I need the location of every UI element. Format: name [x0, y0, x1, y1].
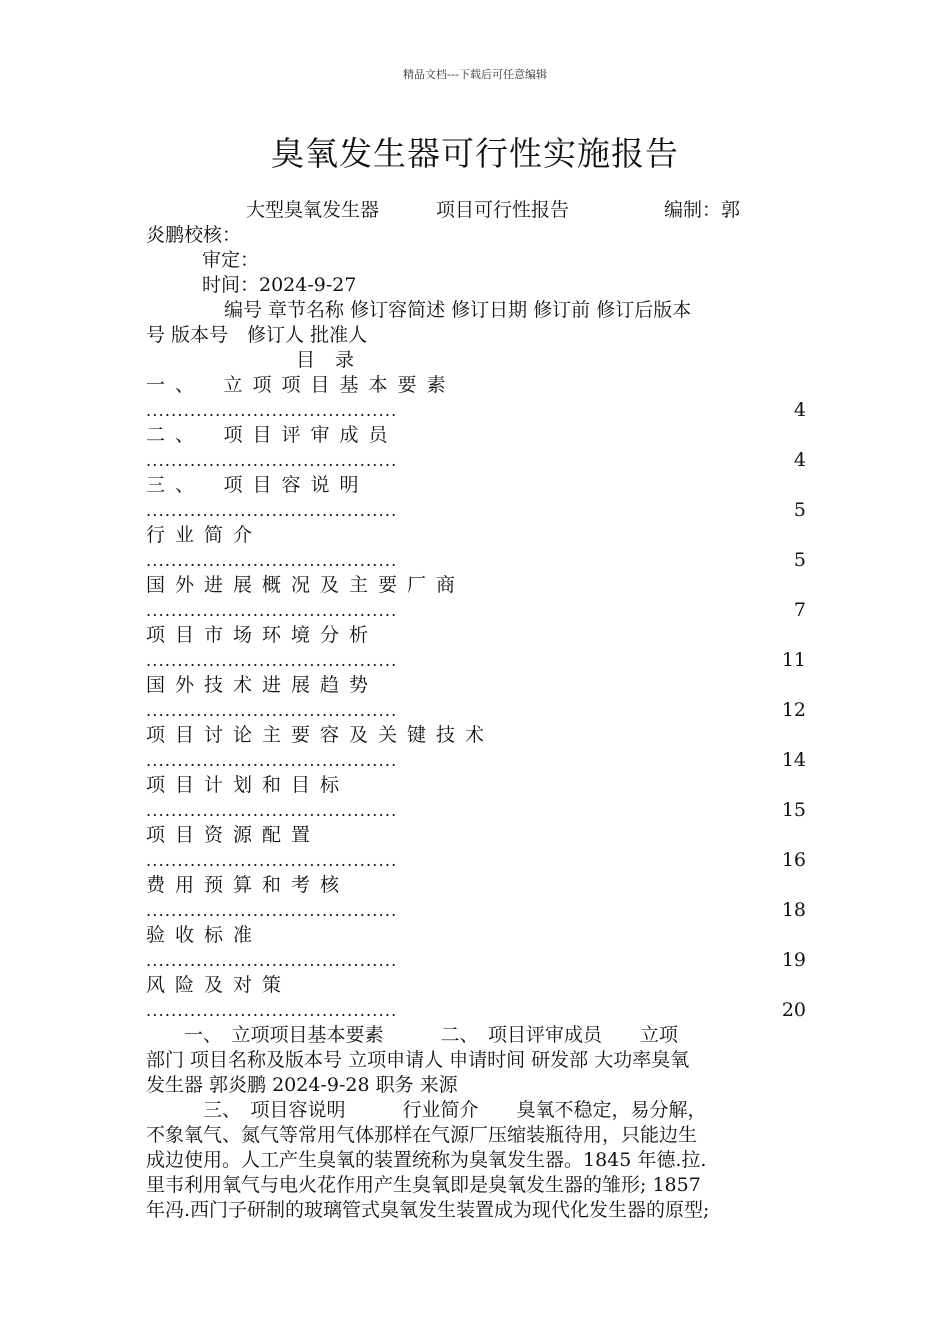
toc-entry[interactable] [146, 623, 806, 648]
section-3-line-2: 不象氧气、氮气等常用气体那样在气源厂压缩装瓶待用，只能边生 [146, 1124, 698, 1146]
table-of-contents [146, 348, 806, 1023]
toc-entry-title: 三、 项目容说明 [146, 474, 369, 496]
toc-page-number: 7 [793, 599, 806, 621]
section-1-line-1: 一、 立项项目基本要素 二、 项目评审成员 立项 [146, 1024, 679, 1046]
toc-entry[interactable] [146, 673, 806, 698]
toc-entry[interactable] [146, 873, 806, 898]
document-body [146, 198, 806, 1223]
toc-page-number: 12 [781, 699, 806, 721]
toc-dot-leader: ........................................ [146, 651, 398, 670]
toc-page-number: 4 [793, 449, 806, 471]
revision-table-header-cont: 号 版本号 修订人 批准人 [146, 324, 368, 346]
toc-entry-title: 国外技术进展趋势 [146, 674, 379, 696]
toc-dot-leader: ........................................ [146, 401, 398, 420]
toc-entry-title: 项目资源配置 [146, 824, 321, 846]
toc-dot-leader: ........................................ [146, 801, 398, 820]
toc-entry-title: 费用预算和考核 [146, 874, 350, 896]
meta-line-3: 审定： [202, 249, 260, 271]
toc-entry-title: 行业简介 [146, 524, 263, 546]
toc-dot-leader: ........................................ [146, 701, 398, 720]
toc-entry[interactable] [146, 573, 806, 598]
toc-page-number: 20 [781, 999, 806, 1021]
toc-entry-title: 一、 立项项目基本要素 [146, 374, 456, 396]
toc-entry[interactable] [146, 523, 806, 548]
meta-line-2: 炎鹏校核： [146, 224, 242, 246]
toc-entry-title: 验收标准 [146, 924, 263, 946]
section-3-line-4: 里韦利用氧气与电火花作用产生臭氧即是臭氧发生器的雏形; 1857 [146, 1174, 701, 1196]
meta-line-1: 大型臭氧发生器 项目可行性报告 编制：郭 [246, 199, 741, 221]
section-1-line-3: 发生器 郭炎鹏 2024-9-28 职务 来源 [146, 1074, 458, 1096]
toc-page-number: 5 [793, 549, 806, 571]
toc-page-number: 15 [781, 799, 806, 821]
toc-page-number: 16 [781, 849, 806, 871]
toc-page-number: 4 [793, 399, 806, 421]
toc-entry[interactable] [146, 823, 806, 848]
toc-dot-leader: ........................................ [146, 451, 398, 470]
toc-entry-title: 国外进展概况及主要厂商 [146, 574, 466, 596]
toc-dot-leader: ........................................ [146, 551, 398, 570]
toc-entry[interactable] [146, 423, 806, 448]
section-3-line-1: 三、 项目容说明 行业简介 臭氧不稳定，易分解， [146, 1099, 707, 1121]
toc-entry[interactable] [146, 473, 806, 498]
toc-page-number: 18 [781, 899, 806, 921]
toc-entry-title: 风险及对策 [146, 974, 292, 996]
toc-entry[interactable] [146, 973, 806, 998]
page-title: 臭氧发生器可行性实施报告 [271, 134, 679, 173]
toc-dot-leader: ........................................ [146, 951, 398, 970]
toc-dot-leader: ........................................ [146, 751, 398, 770]
toc-dot-leader: ........................................ [146, 501, 398, 520]
toc-page-number: 5 [793, 499, 806, 521]
section-1-line-2: 部门 项目名称及版本号 立项申请人 申请时间 研发部 大功率臭氧 [146, 1049, 690, 1071]
toc-dot-leader: ........................................ [146, 901, 398, 920]
page-header: 精品文档---下载后可任意编辑 [403, 68, 547, 81]
revision-table-header: 编号 章节名称 修订容简述 修订日期 修订前 修订后版本 [224, 299, 692, 321]
toc-entry[interactable] [146, 373, 806, 398]
toc-entry[interactable] [146, 773, 806, 798]
toc-entry-title: 项目市场环境分析 [146, 624, 379, 646]
toc-page-number: 11 [781, 649, 806, 671]
toc-entry-title: 项目计划和目标 [146, 774, 350, 796]
toc-entry-title: 二、 项目评审成员 [146, 424, 398, 446]
toc-page-number: 19 [781, 949, 806, 971]
toc-dot-leader: ........................................ [146, 601, 398, 620]
toc-entry[interactable] [146, 923, 806, 948]
toc-entry[interactable] [146, 723, 806, 748]
toc-dot-leader: ........................................ [146, 1001, 398, 1020]
toc-entry-title: 项目讨论主要容及关键技术 [146, 724, 495, 746]
section-3-line-3: 成边使用。人工产生臭氧的装置统称为臭氧发生器。1845 年德.拉. [146, 1149, 707, 1171]
toc-page-number: 14 [781, 749, 806, 771]
meta-line-4: 时间：2024-9-27 [202, 274, 357, 296]
toc-heading: 目 录 [296, 349, 355, 371]
toc-dot-leader: ........................................ [146, 851, 398, 870]
section-3-line-5: 年冯.西门子研制的玻璃管式臭氧发生装置成为现代化发生器的原型; [146, 1199, 710, 1221]
